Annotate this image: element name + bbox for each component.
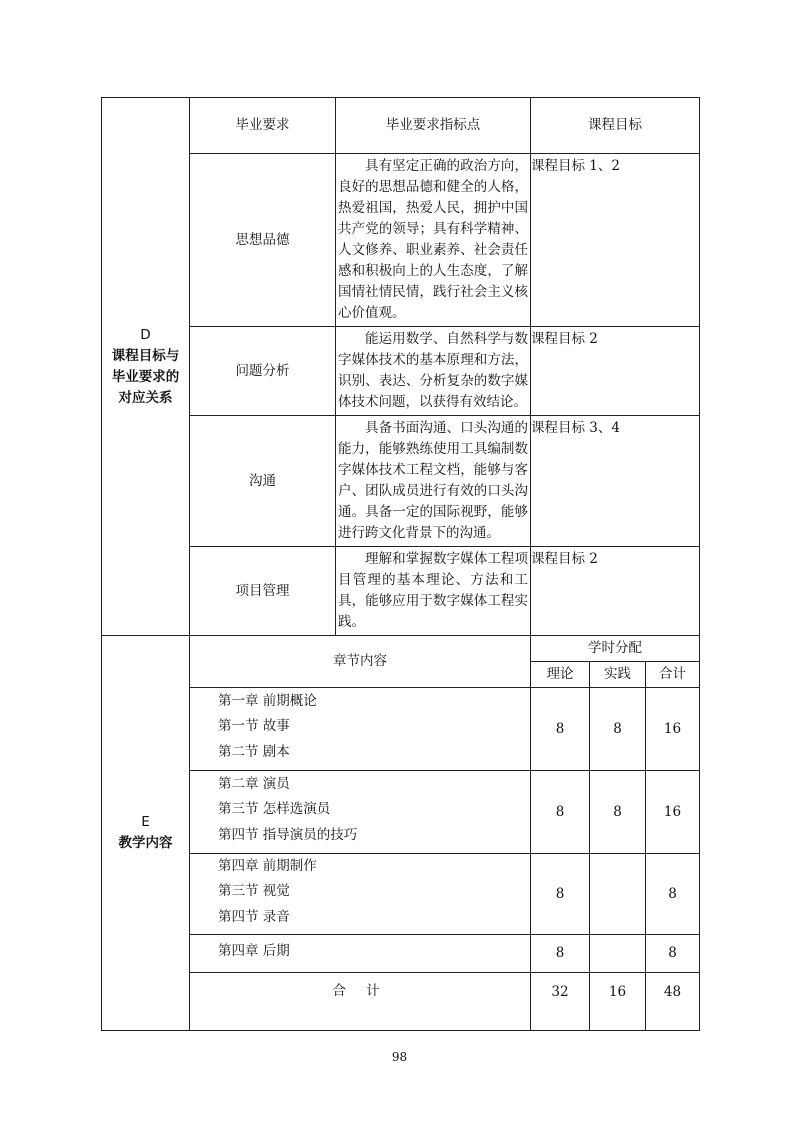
chapter-line: 第一章 前期概论	[218, 692, 317, 709]
chapter-cell	[190, 771, 531, 854]
total-hours: 16	[646, 771, 700, 854]
indicator-text: 具备书面沟通、口头沟通的能力，能够熟练使用工具编制数字媒体技术工程文档，能够与客户、团队成员进行有效的口头沟通。具备一定的国际视野，能够进行跨文化背景下的沟通。	[338, 420, 528, 541]
chapter-row	[102, 935, 700, 973]
requirement-cell: 沟通	[190, 416, 336, 547]
content-header-row	[102, 636, 700, 662]
chapter-cell	[190, 688, 531, 771]
target-cell: 课程目标 3、4	[531, 416, 700, 547]
target-cell: 课程目标 2	[531, 327, 700, 416]
chapter-line: 第四章 前期制作	[218, 857, 317, 874]
section-d-line3: 对应关系	[118, 389, 173, 406]
sum-total: 48	[646, 973, 700, 1031]
section-e-label	[102, 636, 190, 1031]
chapter-line: 第四节 指导演员的技巧	[218, 826, 358, 843]
target-cell: 课程目标 2	[531, 547, 700, 636]
section-e-letter: E	[141, 814, 150, 830]
mapping-row	[102, 327, 700, 416]
chapter-line: 第三节 怎样选演员	[218, 801, 331, 818]
requirement-cell: 项目管理	[190, 547, 336, 636]
header-hours: 学时分配	[531, 636, 700, 662]
total-hours: 16	[646, 688, 700, 771]
target-cell: 课程目标 1、2	[531, 154, 700, 327]
header-total: 合计	[646, 662, 700, 688]
requirement-cell: 问题分析	[190, 327, 336, 416]
practice-hours: 8	[590, 688, 646, 771]
chapter-line: 第二章 演员	[218, 775, 290, 792]
header-chapter-content: 章节内容	[190, 636, 531, 688]
chapter-line: 第三节 视觉	[218, 883, 290, 900]
header-theory: 理论	[531, 662, 590, 688]
indicator-cell	[336, 416, 531, 547]
indicator-text: 理解和掌握数字媒体工程项目管理的基本理论、方法和工具，能够应用于数字媒体工程实践。	[338, 551, 528, 630]
section-d-line2: 毕业要求的	[111, 368, 180, 385]
sum-row	[102, 973, 700, 1031]
chapter-cell	[190, 854, 531, 935]
theory-hours: 8	[531, 935, 590, 973]
sum-label: 合 计	[190, 973, 531, 1031]
chapter-line: 第四节 录音	[218, 908, 290, 925]
total-hours: 8	[646, 935, 700, 973]
sum-theory: 32	[531, 973, 590, 1031]
header-target: 课程目标	[531, 98, 700, 154]
mapping-row	[102, 547, 700, 636]
practice-hours	[590, 935, 646, 973]
sum-practice: 16	[590, 973, 646, 1031]
indicator-cell	[336, 327, 531, 416]
header-requirement: 毕业要求	[190, 98, 336, 154]
chapter-cell	[190, 935, 531, 973]
chapter-row	[102, 688, 700, 771]
indicator-cell	[336, 547, 531, 636]
indicator-text: 具有坚定正确的政治方向，良好的思想品德和健全的人格，热爱祖国，热爱人民，拥护中国共产党的领导；具有科学精神、人文修养、职业素养、社会责任感和积极向上的人生态度，了解国情社情民情，践行社会主义核心价值观。	[338, 158, 528, 321]
chapter-line: 第二节 剧本	[218, 743, 290, 760]
theory-hours: 8	[531, 854, 590, 935]
practice-hours	[590, 854, 646, 935]
section-d-line1: 课程目标与	[111, 347, 180, 364]
indicator-text: 能运用数学、自然科学与数字媒体技术的基本原理和方法，识别、表达、分析复杂的数字媒体技术问题，以获得有效结论。	[338, 331, 528, 410]
section-e-text: 教学内容	[118, 835, 173, 851]
theory-hours: 8	[531, 771, 590, 854]
mapping-header-row	[102, 98, 700, 154]
indicator-cell	[336, 154, 531, 327]
chapter-row	[102, 854, 700, 935]
page-number: 98	[391, 1050, 408, 1064]
mapping-row	[102, 154, 700, 327]
section-d-label	[102, 98, 190, 636]
course-table	[101, 97, 700, 1031]
chapter-line: 第四章 后期	[218, 942, 290, 959]
section-d-letter: D	[140, 326, 151, 343]
header-indicator: 毕业要求指标点	[336, 98, 531, 154]
theory-hours: 8	[531, 688, 590, 771]
chapter-row	[102, 771, 700, 854]
chapter-line: 第一节 故事	[218, 718, 290, 735]
mapping-row	[102, 416, 700, 547]
total-hours: 8	[646, 854, 700, 935]
requirement-cell: 思想品德	[190, 154, 336, 327]
practice-hours: 8	[590, 771, 646, 854]
header-practice: 实践	[590, 662, 646, 688]
